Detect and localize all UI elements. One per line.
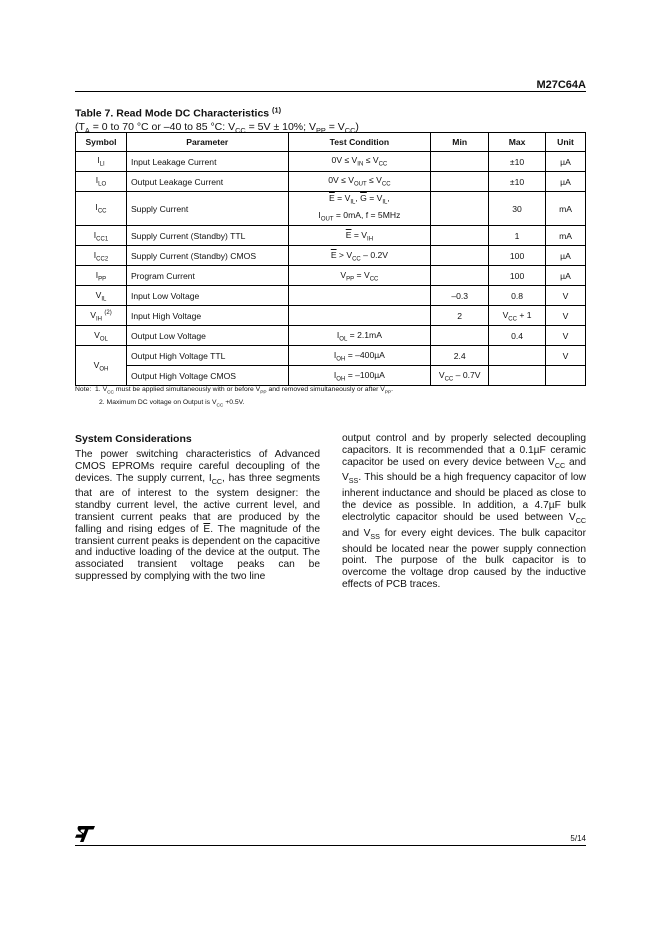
table-row bbox=[76, 306, 586, 326]
test-condition-cell: $V_{PP} = V_{CC}$ bbox=[288, 266, 431, 286]
table-row bbox=[76, 266, 586, 286]
test-condition-cell: $0V \le V_{IN} \le V_{CC}$ bbox=[288, 152, 431, 172]
table-notes: Note: 1. $V_{CC}$ must be applied simultaneously with or before $V_{PP}$ and removed simultaneously or after $V_{PP}$. 2. Maximum DC voltage on Output is $V_{CC} +0.5V$. bbox=[75, 386, 394, 409]
test-condition-cell: $\overline{E} = V_{IL}$, $\overline{G} = V_{IL}$, $I_{OUT} = 0mA$, f = 5MHz bbox=[288, 192, 431, 226]
table-header-row bbox=[76, 133, 586, 152]
min-cell bbox=[431, 266, 489, 286]
table-row bbox=[76, 172, 586, 192]
symbol-cell: $V_{OH}$ bbox=[76, 346, 127, 386]
col-header-symbol: Symbol bbox=[76, 133, 127, 152]
unit-cell: V bbox=[546, 326, 586, 346]
symbol-cell: $V_{IH}$ $^{(2)}$ bbox=[76, 306, 127, 326]
symbol-cell: $V_{IL}$ bbox=[76, 286, 127, 306]
symbol-cell: $V_{OL}$ bbox=[76, 326, 127, 346]
max-cell bbox=[489, 346, 546, 366]
test-condition-cell: $\overline{E} = V_{IH}$ bbox=[288, 226, 431, 246]
parameter-cell: Output Leakage Current bbox=[126, 172, 288, 192]
section-heading: System Considerations bbox=[75, 433, 192, 445]
test-condition-cell bbox=[288, 306, 431, 326]
header-divider bbox=[75, 91, 586, 92]
min-cell: –0.3 bbox=[431, 286, 489, 306]
table-row bbox=[76, 246, 586, 266]
max-cell: 30 bbox=[489, 192, 546, 226]
max-cell bbox=[489, 366, 546, 386]
col-header-unit: Unit bbox=[546, 133, 586, 152]
parameter-cell: Output High Voltage CMOS bbox=[126, 366, 288, 386]
test-condition-cell: $\overline{E} > V_{CC} - 0.2V$ bbox=[288, 246, 431, 266]
max-cell: 0.8 bbox=[489, 286, 546, 306]
min-cell bbox=[431, 246, 489, 266]
document-header-title: M27C64A bbox=[536, 79, 586, 91]
table-row bbox=[76, 366, 586, 386]
symbol-cell: $I_{LO}$ bbox=[76, 172, 127, 192]
body-paragraph-left: The power switching characteristics of Advanced CMOS EPROMs require careful decoupling of the devices. The supply current, $I_{CC}$, has three segments that are of interest to the system designer: the standby current level, the active current level, and transient current peaks that are produced by the falling and rising edges of $\overline{E}$. The magnitude of the transient current peaks is dependent on the capacitive and inductive loading of the device at the output. The associated transient voltage peaks can be suppressed by complying with the two line bbox=[75, 449, 320, 582]
max-cell: ±10 bbox=[489, 152, 546, 172]
min-cell bbox=[431, 326, 489, 346]
min-cell bbox=[431, 172, 489, 192]
max-cell: 100 bbox=[489, 246, 546, 266]
footer-divider bbox=[75, 845, 586, 846]
st-logo-icon bbox=[75, 825, 95, 843]
max-cell: $V_{CC} + 1$ bbox=[489, 306, 546, 326]
table-row bbox=[76, 192, 586, 226]
test-condition-cell bbox=[288, 286, 431, 306]
min-cell bbox=[431, 152, 489, 172]
unit-cell: mA bbox=[546, 226, 586, 246]
min-cell bbox=[431, 226, 489, 246]
table-conditions: ($T_A = 0$ to 70 °C or –40 to 85 °C: $V_{CC} = 5V \pm 10\%$; $V_{PP} = V_{CC}$) bbox=[75, 120, 359, 135]
unit-cell bbox=[546, 366, 586, 386]
unit-cell: V bbox=[546, 346, 586, 366]
test-condition-cell: $I_{OH} = -400\mu A$ bbox=[288, 346, 431, 366]
min-cell: $V_{CC} - 0.7V$ bbox=[431, 366, 489, 386]
min-cell bbox=[431, 192, 489, 226]
unit-cell: µA bbox=[546, 266, 586, 286]
col-header-parameter: Parameter bbox=[126, 133, 288, 152]
symbol-cell: $I_{CC2}$ bbox=[76, 246, 127, 266]
symbol-cell: $I_{CC}$ bbox=[76, 192, 127, 226]
parameter-cell: Output High Voltage TTL bbox=[126, 346, 288, 366]
parameter-cell: Input High Voltage bbox=[126, 306, 288, 326]
parameter-cell: Supply Current bbox=[126, 192, 288, 226]
unit-cell: V bbox=[546, 286, 586, 306]
table-row bbox=[76, 152, 586, 172]
test-condition-cell: $I_{OL} = 2.1mA$ bbox=[288, 326, 431, 346]
symbol-cell: $I_{LI}$ bbox=[76, 152, 127, 172]
table-row bbox=[76, 346, 586, 366]
unit-cell: mA bbox=[546, 192, 586, 226]
max-cell: 100 bbox=[489, 266, 546, 286]
col-header-test-condition: Test Condition bbox=[288, 133, 431, 152]
parameter-cell: Input Low Voltage bbox=[126, 286, 288, 306]
parameter-cell: Input Leakage Current bbox=[126, 152, 288, 172]
table-title-footnote: (1) bbox=[272, 105, 282, 114]
parameter-cell: Output Low Voltage bbox=[126, 326, 288, 346]
unit-cell: µA bbox=[546, 246, 586, 266]
max-cell: 1 bbox=[489, 226, 546, 246]
page-number: 5/14 bbox=[570, 834, 586, 843]
body-paragraph-right: output control and by properly selected decoupling capacitors. It is recommended that a 0.1µF ceramic capacitor be used on every device between $V_{CC}$ and $V_{SS}$. This should be a high frequency capacitor of low inherent inductance and should be placed as close to the device as possible. In addition, a 4.7µF bulk electrolytic capacitor should be used between $V_{CC}$ and $V_{SS}$ for every eight devices. The bulk capacitor should be located near the power supply connection point. The purpose of the bulk capacitor is to overcome the voltage drop caused by the inductive effects of PCB traces. bbox=[342, 433, 587, 590]
parameter-cell: Program Current bbox=[126, 266, 288, 286]
max-cell: ±10 bbox=[489, 172, 546, 192]
col-header-min: Min bbox=[431, 133, 489, 152]
col-header-max: Max bbox=[489, 133, 546, 152]
dc-characteristics-table bbox=[75, 132, 586, 386]
symbol-cell: $I_{CC1}$ bbox=[76, 226, 127, 246]
min-cell: 2.4 bbox=[431, 346, 489, 366]
max-cell: 0.4 bbox=[489, 326, 546, 346]
test-condition-cell: $I_{OH} = -100\mu A$ bbox=[288, 366, 431, 386]
symbol-cell: $I_{PP}$ bbox=[76, 266, 127, 286]
unit-cell: V bbox=[546, 306, 586, 326]
table-title: Table 7. Read Mode DC Characteristics bbox=[75, 107, 270, 120]
table-row bbox=[76, 326, 586, 346]
parameter-cell: Supply Current (Standby) CMOS bbox=[126, 246, 288, 266]
table-row bbox=[76, 286, 586, 306]
unit-cell: µA bbox=[546, 172, 586, 192]
min-cell: 2 bbox=[431, 306, 489, 326]
test-condition-cell: $0V \le V_{OUT} \le V_{CC}$ bbox=[288, 172, 431, 192]
unit-cell: µA bbox=[546, 152, 586, 172]
parameter-cell: Supply Current (Standby) TTL bbox=[126, 226, 288, 246]
table-row bbox=[76, 226, 586, 246]
